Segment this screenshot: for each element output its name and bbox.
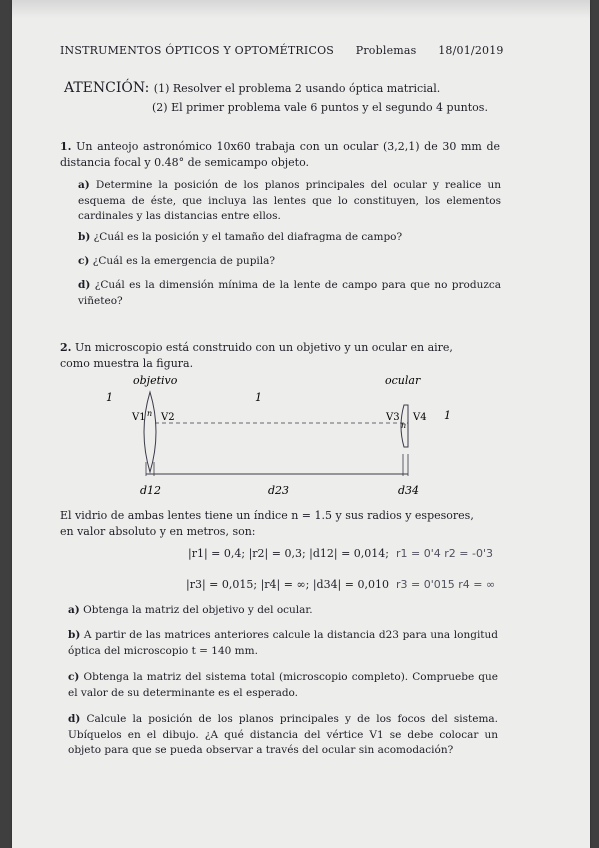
- question-text: Determine la posición de los planos principales del ocular y realice un esquema de éste, que incluya las lentes que lo constituyen, los elementos cardinales y las distancias entre ellos.: [78, 179, 501, 222]
- problem-2-question-d: [68, 712, 498, 759]
- attention-label: ATENCIÓN:: [64, 80, 150, 96]
- vertex-v4: V4: [413, 412, 427, 423]
- attention-text-1: (1) Resolver el problema 2 usando óptica matricial.: [153, 82, 441, 95]
- problem-1-number: 1.: [60, 140, 72, 153]
- handwritten-note-1: r1 = 0'4 r2 = -0'3: [396, 547, 493, 560]
- vertex-v3: V3: [386, 412, 400, 423]
- microscope-figure: [0, 370, 599, 505]
- problem-2-statement: [60, 340, 480, 372]
- attention-line-1: [64, 80, 440, 96]
- ocular-index: n: [401, 421, 407, 430]
- equation-line-2: |r3| = 0,015; |r4| = ∞; |d34| = 0,010: [186, 578, 389, 591]
- problem-2-question-c: [68, 670, 498, 701]
- distance-d12: d12: [140, 484, 162, 497]
- problem-2-question-b: [68, 628, 498, 659]
- problem-2-question-a: [68, 603, 498, 619]
- question-text: Calcule la posición de los planos principales y de los focos del sistema. Ubíquelos en el dibujo. ¿A qué distancia del vértice V1 se debe colocar un objeto para que se pueda observar a través del ocular sin acomodación?: [68, 713, 498, 756]
- objective-lens: [144, 392, 156, 472]
- ocular-label: ocular: [385, 374, 421, 387]
- exam-title: INSTRUMENTOS ÓPTICOS Y OPTOMÉTRICOS: [60, 44, 335, 57]
- middle-medium-index: 1: [255, 391, 262, 404]
- objective-index: n: [147, 409, 153, 418]
- question-label: a): [78, 179, 90, 191]
- question-label: c): [68, 671, 80, 683]
- exam-header: [60, 44, 504, 57]
- question-label: d): [78, 279, 91, 291]
- distance-d23: d23: [268, 484, 290, 497]
- problem-2-number: 2.: [60, 341, 72, 354]
- question-label: a): [68, 604, 80, 616]
- left-medium-index: 1: [106, 391, 113, 404]
- question-label: c): [78, 255, 90, 267]
- problem-1-statement: [60, 139, 500, 171]
- question-label: b): [78, 231, 91, 243]
- exam-date: 18/01/2019: [438, 44, 504, 57]
- exam-type: Problemas: [355, 44, 417, 57]
- question-text: ¿Cuál es la posición y el tamaño del diafragma de campo?: [93, 231, 403, 243]
- problem-1-question-c: [78, 254, 501, 270]
- handwritten-note-2: r3 = 0'015 r4 = ∞: [396, 578, 496, 591]
- question-text: Obtenga la matriz del sistema total (microscopio completo). Compruebe que el valor de su determinante es el esperado.: [68, 671, 498, 699]
- question-text: A partir de las matrices anteriores calcule la distancia d23 para una longitud óptica del microscopio t = 140 mm.: [68, 629, 499, 657]
- problem-1-question-b: [78, 230, 501, 246]
- question-text: Obtenga la matriz del objetivo y del ocular.: [83, 604, 313, 616]
- question-text: ¿Cuál es la dimensión mínima de la lente de campo para que no produzca viñeteo?: [78, 279, 502, 307]
- vertex-v2: V2: [161, 412, 175, 423]
- problem-1-question-a: [78, 178, 501, 225]
- question-text: ¿Cuál es la emergencia de pupila?: [92, 255, 276, 267]
- objective-label: objetivo: [133, 374, 178, 387]
- problem-2-text: Un microscopio está construido con un objetivo y un ocular en aire, como muestra la figura.: [60, 341, 453, 370]
- vertex-v1: V1: [132, 412, 146, 423]
- right-medium-index: 1: [444, 409, 451, 422]
- problem-1-question-d: [78, 278, 501, 309]
- distance-d34: d34: [398, 484, 420, 497]
- attention-text-2: (2) El primer problema vale 6 puntos y el segundo 4 puntos.: [152, 101, 488, 114]
- problem-2-data-text: El vidrio de ambas lentes tiene un índice n = 1.5 y sus radios y espesores, en valor absoluto y en metros, son:: [60, 509, 474, 538]
- equation-line-1: |r1| = 0,4; |r2| = 0,3; |d12| = 0,014;: [188, 547, 390, 560]
- problem-1-text: Un anteojo astronómico 10x60 trabaja con un ocular (3,2,1) de 30 mm de distancia focal y 0.48° de semicampo objeto.: [60, 140, 501, 169]
- question-label: b): [68, 629, 81, 641]
- question-label: d): [68, 713, 81, 725]
